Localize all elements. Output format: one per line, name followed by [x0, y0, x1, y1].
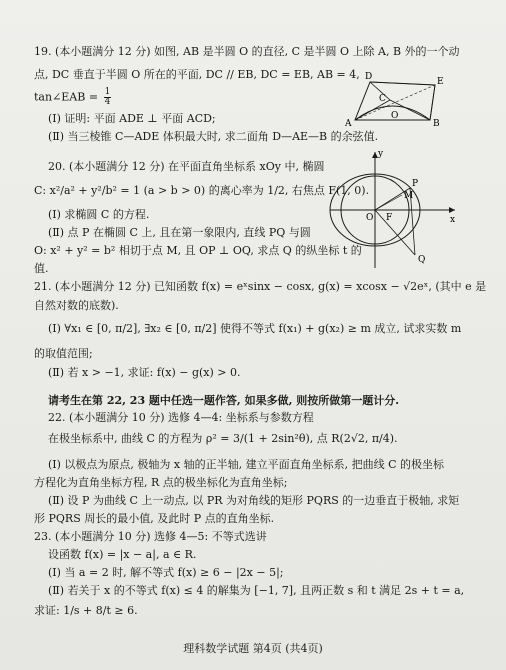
q20-fig-M: M [404, 191, 414, 201]
q20-line1: 20. (本小题满分 12 分) 在平面直角坐标系 xOy 中, 椭圆 [48, 160, 325, 173]
q21-part1b: 的取值范围; [34, 347, 93, 360]
q19-tan-label: tan∠EAB = [34, 90, 99, 104]
q19-line1: 19. (本小题满分 12 分) 如图, AB 是半圆 O 的直径, C 是半圆 O 上除 A, B 外的一个动 [34, 45, 460, 58]
q21-part2: (Ⅱ) 若 x > −1, 求证: f(x) − g(x) > 0. [48, 366, 241, 379]
q20-fig-x: x [450, 215, 456, 225]
q22-part1b: 方程化为直角坐标方程, R 点的极坐标化为直角坐标; [34, 476, 288, 489]
q19-fig-E: E [437, 77, 444, 87]
q21-line1: 21. (本小题满分 12 分) 已知函数 f(x) = eˣsinx − cosx, g(x) = xcosx − √2eˣ, (其中 e 是 [34, 280, 487, 293]
q20-line2: C: x²/a² + y²/b² = 1 (a > b > 0) 的离心率为 1/2, 右焦点 F(1, 0). [34, 184, 370, 197]
q22-line2: 在极坐标系中, 曲线 C 的方程为 ρ² = 3/(1 + 2sin²θ), 点 R(2√2, π/4). [48, 432, 398, 445]
q19-fig-B: B [433, 119, 440, 129]
q22-part2b: 形 PQRS 周长的最小值, 及此时 P 点的直角坐标. [34, 512, 275, 525]
q19-fraction [104, 88, 112, 107]
q20-part2c: 值. [34, 262, 49, 275]
q22-part1a: (Ⅰ) 以极点为原点, 极轴为 x 轴的正半轴, 建立平面直角坐标系, 把曲线 C 的极坐标 [48, 458, 445, 471]
q20-fig-y: y [378, 149, 384, 159]
q20-part1: (Ⅰ) 求椭圆 C 的方程. [48, 208, 150, 221]
q20-part2b: O: x² + y² = b² 相切于点 M, 且 OP ⊥ OQ, 求点 Q 的纵坐标 t 的 [34, 244, 362, 257]
q22-part2a: (Ⅱ) 设 P 为曲线 C 上一动点, 以 PR 为对角线的矩形 PQRS 的一边垂直于极轴, 求矩 [48, 494, 460, 507]
q19-frac-den: 4 [104, 97, 111, 107]
q19-fig-C: C [379, 94, 386, 104]
q21-part1: (Ⅰ) ∀x₁ ∈ [0, π/2], ∃x₂ ∈ [0, π/2] 使得不等式 f(x₁) + g(x₂) ≥ m 成立, 试求实数 m [48, 322, 462, 335]
q20-fig-F: F [386, 213, 393, 223]
selection-notice: 请考生在第 22, 23 题中任选一题作答, 如果多做, 则按所做第一题计分. [48, 394, 400, 407]
q20-figure [330, 150, 460, 270]
q20-fig-Q: Q [418, 255, 426, 265]
q22-line1: 22. (本小题满分 10 分) 选修 4—4: 坐标系与参数方程 [48, 411, 314, 424]
q19-fig-A: A [345, 119, 352, 129]
q19-part2: (Ⅱ) 当三棱锥 C—ADE 体积最大时, 求二面角 D—AE—B 的余弦值. [48, 130, 379, 143]
q23-part3: 求证: 1/s + 8/t ≥ 6. [34, 604, 138, 617]
q23-line2: 设函数 f(x) = |x − a|, a ∈ R. [48, 548, 197, 561]
q19-fig-D: D [365, 72, 373, 82]
q19-line3 [34, 88, 113, 107]
q21-line2: 自然对数的底数). [34, 299, 119, 312]
q19-line2: 点, DC 垂直于半圆 O 所在的平面, DC // EB, DC = EB, AB = 4, [34, 68, 360, 81]
q19-fig-O: O [391, 111, 399, 121]
q20-fig-O: O [366, 213, 374, 223]
q23-part2: (Ⅱ) 若关于 x 的不等式 f(x) ≤ 4 的解集为 [−1, 7], 且两正数 s 和 t 满足 2s + t = a, [48, 584, 465, 597]
q23-part1: (Ⅰ) 当 a = 2 时, 解不等式 f(x) ≥ 6 − |2x − 5|; [48, 566, 284, 579]
q20-part2a: (Ⅱ) 点 P 在椭圆 C 上, 且在第一象限内, 直线 PQ 与圆 [48, 226, 311, 239]
page-footer: 理科数学试题 第4页 (共4页) [183, 642, 323, 655]
q19-frac-num: 1 [104, 87, 111, 97]
q19-part1: (Ⅰ) 证明: 平面 ADE ⊥ 平面 ACD; [48, 112, 216, 125]
q23-line1: 23. (本小题满分 10 分) 选修 4—5: 不等式选讲 [34, 530, 267, 543]
q20-fig-P: P [412, 179, 419, 189]
q19-figure [335, 70, 445, 130]
